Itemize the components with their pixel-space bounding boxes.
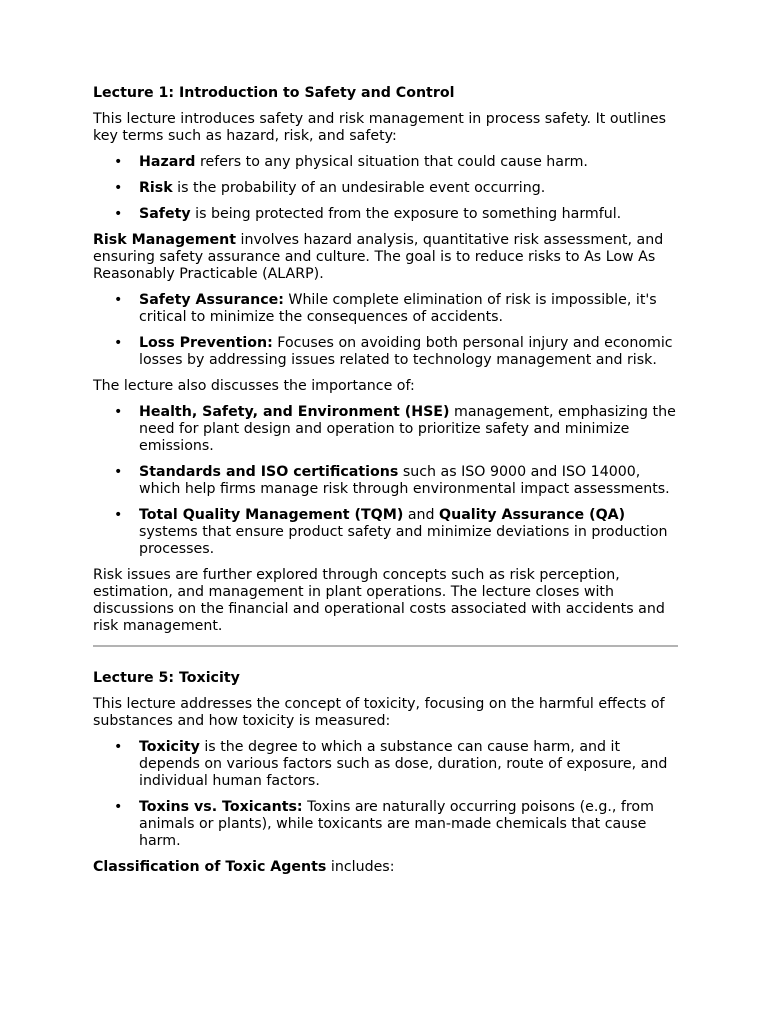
item-text: such as ISO 9000 and ISO 14000, which help firms manage risk through environmental impact assessments. <box>139 464 670 497</box>
risk-management-list <box>93 292 678 369</box>
risk-management-text: involves hazard analysis, quantitative risk assessment, and ensuring safety assurance and culture. The goal is to reduce risks to As Low As Reasonably Practicable (ALARP). <box>93 232 664 282</box>
lecture-1-closing: Risk issues are further explored through concepts such as risk perception, estimation, and management in plant operations. The lecture closes with discussions on the financial and operational costs associated with accidents and risk management. <box>93 567 665 634</box>
risk-management-paragraph <box>93 232 678 283</box>
list-item <box>93 335 678 369</box>
classification-text: includes: <box>326 859 395 875</box>
bullet-icon: • <box>114 507 123 523</box>
risk-management-label: Risk Management <box>93 232 237 248</box>
document-page <box>93 85 678 885</box>
bullet-icon: • <box>114 180 123 196</box>
classification-label: Classification of Toxic Agents <box>93 859 327 875</box>
list-item <box>93 154 678 171</box>
list-item <box>93 180 678 197</box>
item-label: Health, Safety, and Environment (HSE) <box>139 404 450 420</box>
item-label: Total Quality Management (TQM) <box>139 507 404 523</box>
term-label: Hazard <box>139 154 196 170</box>
item-label: Quality Assurance (QA) <box>439 507 626 523</box>
list-item <box>93 404 678 455</box>
item-label: Toxicity <box>139 739 200 755</box>
item-text: is the degree to which a substance can cause harm, and it depends on various factors such as dose, duration, route of exposure, and individual human factors. <box>139 739 668 789</box>
item-label: Loss Prevention: <box>139 335 273 351</box>
key-terms-list <box>93 154 678 223</box>
importance-list <box>93 404 678 558</box>
term-text: is the probability of an undesirable event occurring. <box>172 180 546 196</box>
term-label: Risk <box>139 180 173 196</box>
term-text: is being protected from the exposure to something harmful. <box>190 206 622 222</box>
term-text: refers to any physical situation that could cause harm. <box>195 154 588 170</box>
bullet-icon: • <box>114 464 123 480</box>
importance-intro: The lecture also discusses the importance of: <box>93 378 415 394</box>
list-item <box>93 206 678 223</box>
item-label: Safety Assurance: <box>139 292 284 308</box>
list-item <box>93 507 678 558</box>
lecture-1-intro: This lecture introduces safety and risk management in process safety. It outlines key terms such as hazard, risk, and safety: <box>93 111 667 144</box>
bullet-icon: • <box>114 206 123 222</box>
bullet-icon: • <box>114 404 123 420</box>
bullet-icon: • <box>114 799 123 815</box>
term-label: Safety <box>139 206 191 222</box>
list-item <box>93 292 678 326</box>
lecture-5-intro: This lecture addresses the concept of toxicity, focusing on the harmful effects of substances and how toxicity is measured: <box>93 696 665 729</box>
lecture-5-title: Lecture 5: Toxicity <box>93 670 240 686</box>
item-text: systems that ensure product safety and minimize deviations in production processes. <box>139 524 668 557</box>
item-label: Standards and ISO certifications <box>139 464 399 480</box>
list-item <box>93 739 678 790</box>
list-item <box>93 799 678 850</box>
toxicity-list <box>93 739 678 850</box>
item-text: Toxins are naturally occurring poisons (e.g., from animals or plants), while toxicants are man-made chemicals that cause harm. <box>139 799 654 849</box>
classification-paragraph <box>93 859 678 876</box>
item-text: and <box>403 507 440 523</box>
item-text: management, emphasizing the need for plant design and operation to prioritize safety and minimize emissions. <box>139 404 676 454</box>
item-label: Toxins vs. Toxicants: <box>139 799 303 815</box>
bullet-icon: • <box>114 335 123 351</box>
item-text: While complete elimination of risk is impossible, it's critical to minimize the consequences of accidents. <box>139 292 657 325</box>
list-item <box>93 464 678 498</box>
section-divider <box>93 645 678 647</box>
bullet-icon: • <box>114 292 123 308</box>
bullet-icon: • <box>114 154 123 170</box>
bullet-icon: • <box>114 739 123 755</box>
item-text: Focuses on avoiding both personal injury and economic losses by addressing issues related to technology management and risk. <box>139 335 673 368</box>
lecture-1-title: Lecture 1: Introduction to Safety and Control <box>93 85 455 101</box>
